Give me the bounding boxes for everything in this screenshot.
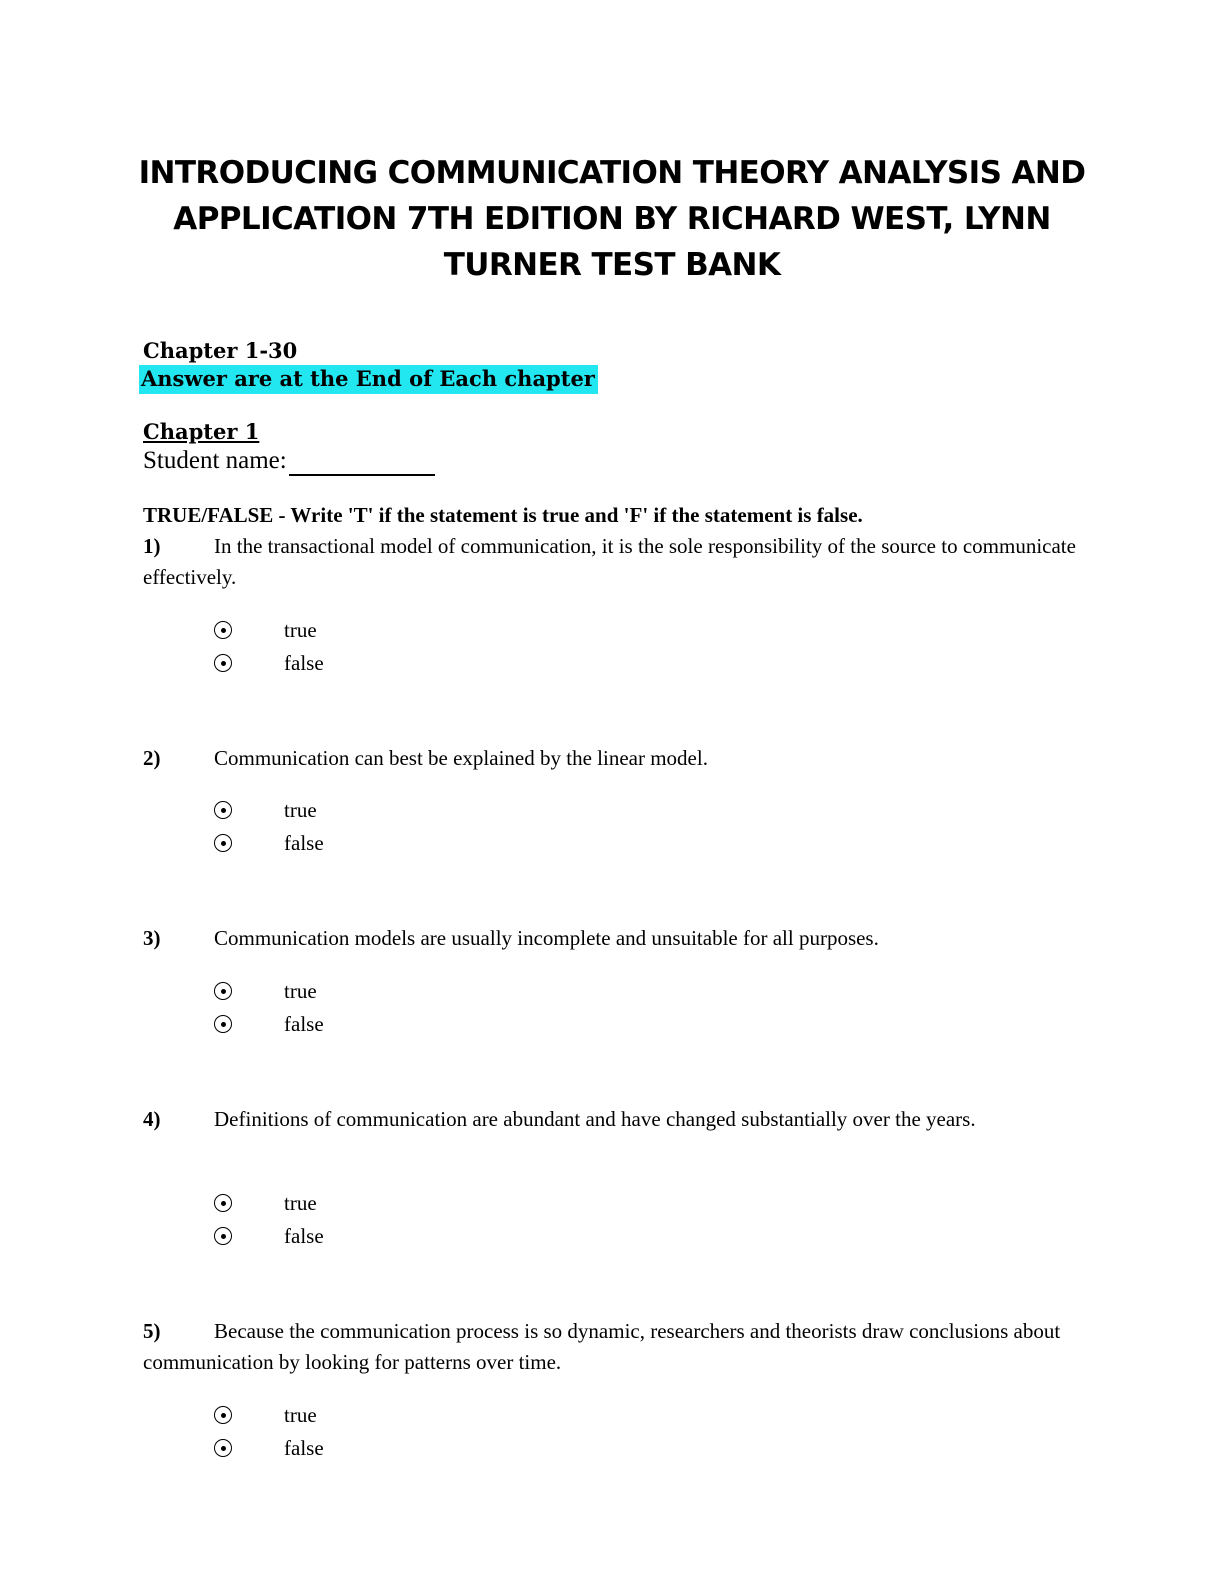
question-number: 4) <box>143 1107 161 1131</box>
radio-button-icon[interactable] <box>214 1227 232 1245</box>
option-label: false <box>284 1012 324 1036</box>
question-2-option-false[interactable] <box>214 829 324 857</box>
radio-button-icon[interactable] <box>214 982 232 1000</box>
question-text: In the transactional model of communication, it is the sole responsibility of the source to communicate effectively. <box>143 534 1076 589</box>
question-1-option-true[interactable] <box>214 616 317 644</box>
option-label: true <box>284 618 317 642</box>
chapter-range: Chapter 1-30 <box>143 338 298 363</box>
question-1 <box>143 531 1083 593</box>
radio-button-icon[interactable] <box>214 621 232 639</box>
student-name-blank[interactable] <box>289 450 435 476</box>
question-1-option-false[interactable] <box>214 649 324 677</box>
option-label: false <box>284 651 324 675</box>
question-3-option-true[interactable] <box>214 977 317 1005</box>
student-name-label: Student name: <box>143 447 287 474</box>
radio-button-icon[interactable] <box>214 654 232 672</box>
chapter-heading: Chapter 1 <box>143 419 260 444</box>
radio-button-icon[interactable] <box>214 1406 232 1424</box>
option-label: true <box>284 1191 317 1215</box>
question-number: 2) <box>143 746 161 770</box>
question-4 <box>143 1104 1083 1135</box>
student-name-row <box>143 446 435 476</box>
radio-button-icon[interactable] <box>214 834 232 852</box>
document-title: INTRODUCING COMMUNICATION THEORY ANALYSIS AND APPLICATION 7TH EDITION BY RICHARD WEST, LYNN TURNER TEST BANK <box>138 155 1086 283</box>
answer-note-highlight: Answer are at the End of Each chapter <box>139 365 598 394</box>
option-label: false <box>284 831 324 855</box>
question-text: Definitions of communication are abundant and have changed substantially over the years. <box>214 1107 976 1131</box>
option-label: true <box>284 798 317 822</box>
question-number: 5) <box>143 1319 161 1343</box>
question-4-option-true[interactable] <box>214 1189 317 1217</box>
instructions: TRUE/FALSE - Write 'T' if the statement is true and 'F' if the statement is false. <box>143 503 863 527</box>
question-5-option-true[interactable] <box>214 1401 317 1429</box>
radio-button-icon[interactable] <box>214 1194 232 1212</box>
question-5-option-false[interactable] <box>214 1434 324 1462</box>
radio-button-icon[interactable] <box>214 1015 232 1033</box>
question-number: 1) <box>143 534 161 558</box>
question-5 <box>143 1316 1083 1378</box>
question-number: 3) <box>143 926 161 950</box>
option-label: true <box>284 1403 317 1427</box>
question-2-option-true[interactable] <box>214 796 317 824</box>
question-3 <box>143 923 1083 954</box>
question-text: Communication can best be explained by the linear model. <box>214 746 708 770</box>
question-text: Because the communication process is so dynamic, researchers and theorists draw conclusions about communication by looking for patterns over time. <box>143 1319 1061 1374</box>
question-2 <box>143 743 1083 774</box>
option-label: true <box>284 979 317 1003</box>
option-label: false <box>284 1224 324 1248</box>
radio-button-icon[interactable] <box>214 801 232 819</box>
question-text: Communication models are usually incomplete and unsuitable for all purposes. <box>214 926 879 950</box>
radio-button-icon[interactable] <box>214 1439 232 1457</box>
question-4-option-false[interactable] <box>214 1222 324 1250</box>
option-label: false <box>284 1436 324 1460</box>
question-3-option-false[interactable] <box>214 1010 324 1038</box>
